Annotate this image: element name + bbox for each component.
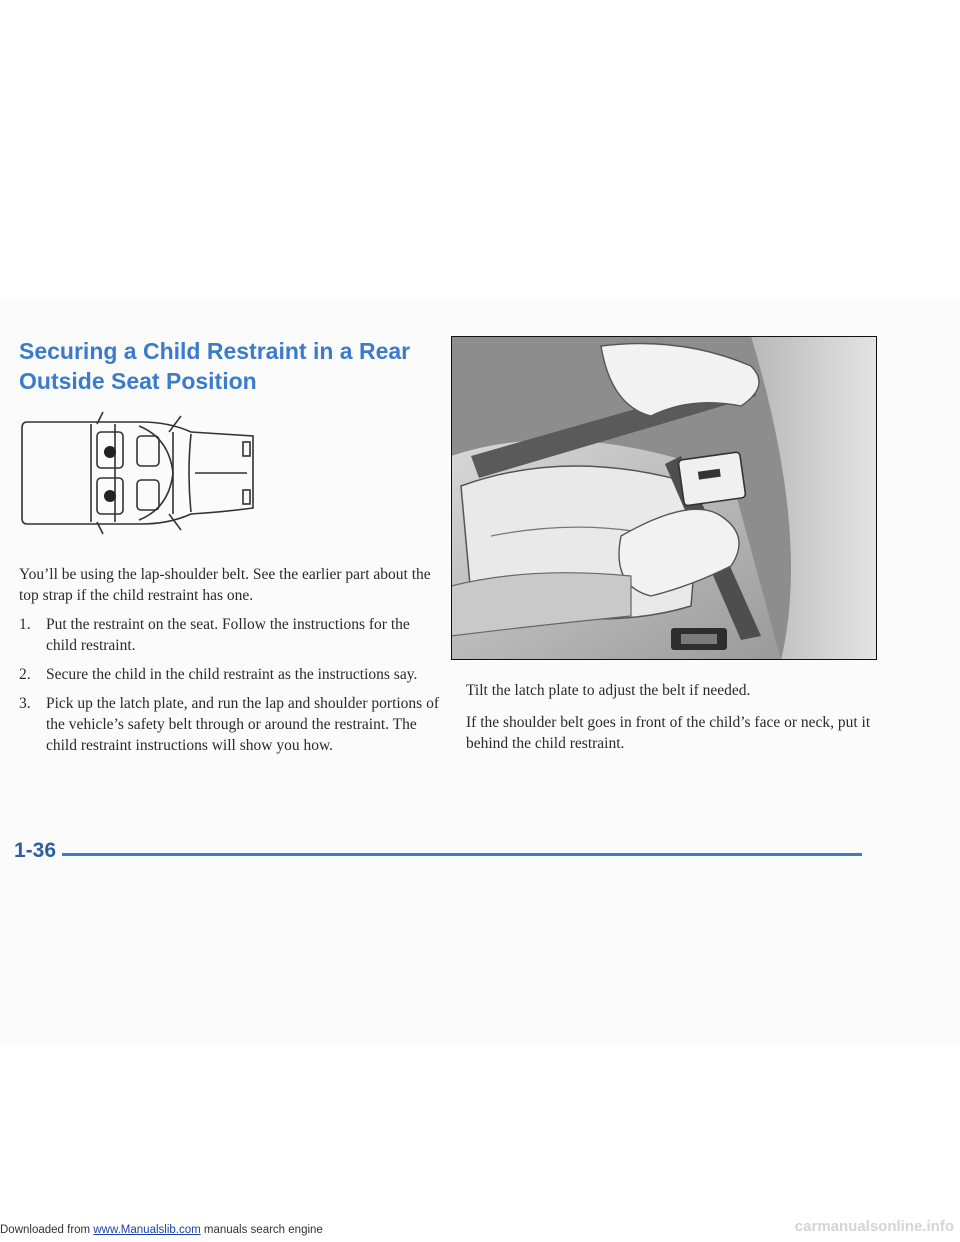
steps-list — [19, 614, 439, 764]
page-number: 1-36 — [14, 839, 57, 862]
footer-prefix: Downloaded from — [0, 1224, 94, 1236]
step-text: Secure the child in the child restraint as the instructions say. — [46, 666, 418, 683]
step-item — [19, 614, 439, 656]
watermark: carmanualsonline.info — [794, 1218, 954, 1235]
intro-paragraph: You’ll be using the lap-shoulder belt. See the earlier part about the top strap if the child restraint has one. — [19, 566, 431, 604]
step-item — [19, 693, 439, 756]
vehicle-top-view-icon — [19, 408, 264, 538]
caption-tilt: Tilt the latch plate to adjust the belt if needed. — [466, 682, 751, 699]
step-number: 2. — [19, 666, 31, 683]
step-text: Put the restraint on the seat. Follow the instructions for the child restraint. — [46, 616, 410, 654]
download-footer — [0, 1224, 323, 1236]
step-text: Pick up the latch plate, and run the lap and shoulder portions of the vehicle’s safety belt through or around the restraint. The child restraint instructions will show you how. — [46, 695, 440, 754]
caption-shoulder-belt: If the shoulder belt goes in front of the child’s face or neck, put it behind the child restraint. — [466, 714, 871, 752]
step-item — [19, 664, 439, 685]
step-number: 3. — [19, 695, 31, 712]
footer-rule — [62, 853, 862, 856]
footer-suffix: manuals search engine — [200, 1224, 323, 1236]
page-title: Securing a Child Restraint in a Rear Outside Seat Position — [19, 338, 411, 394]
step-number: 1. — [19, 616, 31, 633]
latch-plate-illustration — [451, 336, 877, 660]
manualslib-link[interactable]: www.Manualslib.com — [93, 1224, 201, 1236]
